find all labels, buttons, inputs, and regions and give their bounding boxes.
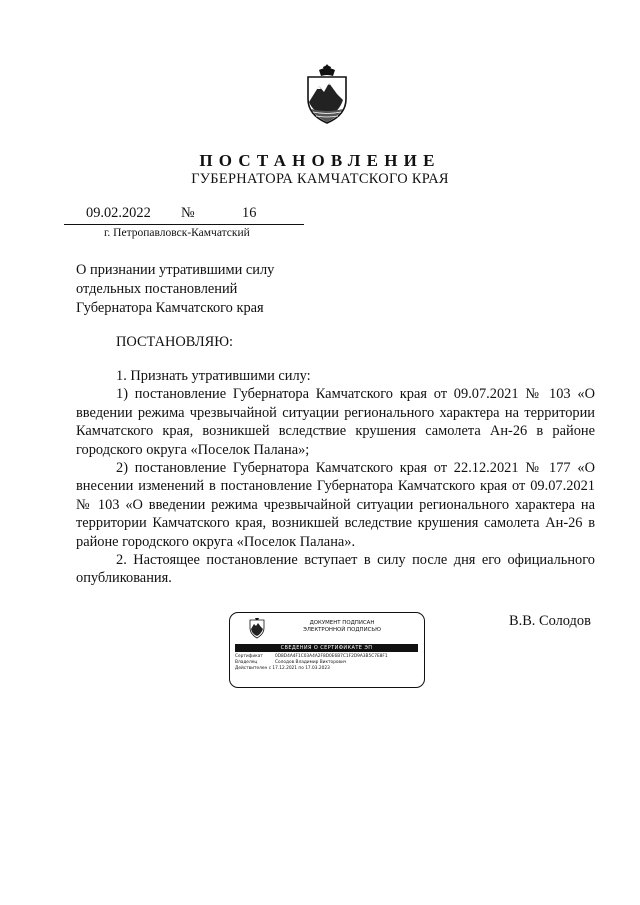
stamp-row-label: Владелец: [235, 660, 258, 666]
body-paragraph: 1) постановление Губернатора Камчатского края от 09.07.2021 № 103 «О введении режима чрезвычайной ситуации регионального характера на территории Камчатского края, возникшей вследствие крушения самолета Ан-26 в районе городского округа «Поселок Палана»;: [76, 386, 595, 458]
document-number: 16: [242, 205, 257, 221]
date-number-row: [64, 205, 314, 225]
stamp-row-value: 0D8D4A4F1C03A4A2F8D0E6B7C1F2D9A3B5C7E8F1: [275, 654, 388, 659]
stamp-row-value: Действителен с 17.12.2021 по 17.03.2023: [235, 666, 330, 672]
stamp-row-value: Солодов Владимир Викторович: [275, 660, 347, 666]
decree-word: ПОСТАНОВЛЯЮ:: [116, 334, 234, 350]
document-title: ПОСТАНОВЛЕНИЕ: [199, 151, 441, 170]
coat-of-arms-icon: [248, 617, 266, 639]
stamp-row-label: Сертификат: [235, 654, 263, 659]
stamp-line: ДОКУМЕНТ ПОДПИСАН: [309, 620, 375, 626]
coat-of-arms-icon: [299, 62, 355, 126]
subject-line: О признании утратившими силу: [76, 262, 275, 278]
body-paragraph: 2) постановление Губернатора Камчатского края от 22.12.2021 № 177 «О внесении изменений в постановление Губернатора Камчатского края от 09.07.2021 № 103 «О введении режима чрезвычайной ситуации регионального характера на территории Камчатского края, возникшей вследствие крушения самолета Ан-26 в районе городского округа «Поселок Палана».: [76, 460, 595, 550]
subject-line: Губернатора Камчатского края: [76, 300, 264, 316]
document-date: 09.02.2022: [86, 205, 151, 221]
document-place: г. Петропавловск-Камчатский: [104, 227, 250, 239]
body-paragraph: 1. Признать утратившими силу:: [116, 368, 311, 384]
signatory-name: В.В. Солодов: [509, 613, 591, 629]
document-body: [76, 367, 595, 588]
stamp-rows: [235, 654, 421, 673]
electronic-signature-stamp: [229, 612, 425, 688]
stamp-header: [272, 620, 412, 634]
date-underline: [64, 224, 304, 225]
document-subject: [76, 261, 274, 318]
stamp-certificate-bar: СВЕДЕНИЯ О СЕРТИФИКАТЕ ЭП: [235, 644, 418, 652]
stamp-row: [235, 666, 421, 672]
stamp-line: ЭЛЕКТРОННОЙ ПОДПИСЬЮ: [303, 627, 381, 633]
document-subtitle: ГУБЕРНАТОРА КАМЧАТСКОГО КРАЯ: [191, 171, 449, 187]
number-sign: №: [181, 205, 195, 221]
body-paragraph: 2. Настоящее постановление вступает в силу после дня его официального опубликования.: [76, 552, 595, 587]
subject-line: отдельных постановлений: [76, 281, 238, 297]
